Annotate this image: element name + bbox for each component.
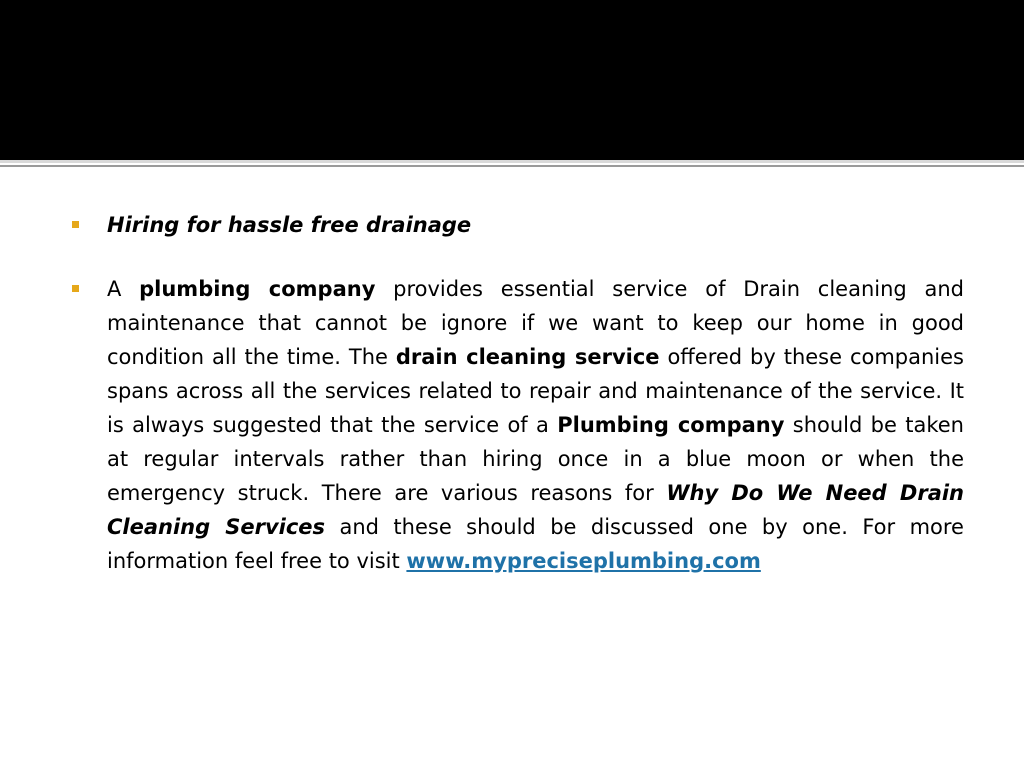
bullet-item-heading xyxy=(72,208,964,242)
header-divider-light xyxy=(0,160,1024,163)
paragraph-bold-drain-cleaning-service: drain cleaning service xyxy=(395,345,660,369)
paragraph-text-1: A xyxy=(107,277,140,301)
square-bullet-icon xyxy=(72,221,79,228)
paragraph-text-5: and these should be discussed one by one. For more information feel free to visit xyxy=(107,515,964,573)
paragraph-bold-plumbing-company-2: Plumbing company xyxy=(557,413,785,437)
header-band xyxy=(0,0,1024,160)
header-divider-dark xyxy=(0,165,1024,167)
bullet-item-paragraph xyxy=(72,272,964,578)
bullet-heading-text: Hiring for hassle free drainage xyxy=(107,213,472,237)
paragraph-bold-plumbing-company: plumbing company xyxy=(139,277,376,301)
paragraph-text-3: offered by these companies spans across all the services related to repair and maintenance of the service. It is always suggested that the service of a xyxy=(107,345,965,437)
website-link[interactable]: www.mypreciseplumbing.com xyxy=(406,549,761,573)
slide-content xyxy=(72,208,964,578)
paragraph-text-2: provides essential service of Drain cleaning and maintenance that cannot be ignore if we want to keep our home in good condition all the time. The xyxy=(107,277,965,369)
paragraph-bold-italic-title: Why Do We Need Drain Cleaning Services xyxy=(107,481,965,539)
paragraph-text-4: should be taken at regular intervals rather than hiring once in a blue moon or when the emergency struck. There are various reasons for xyxy=(107,413,964,505)
square-bullet-icon xyxy=(72,285,79,292)
